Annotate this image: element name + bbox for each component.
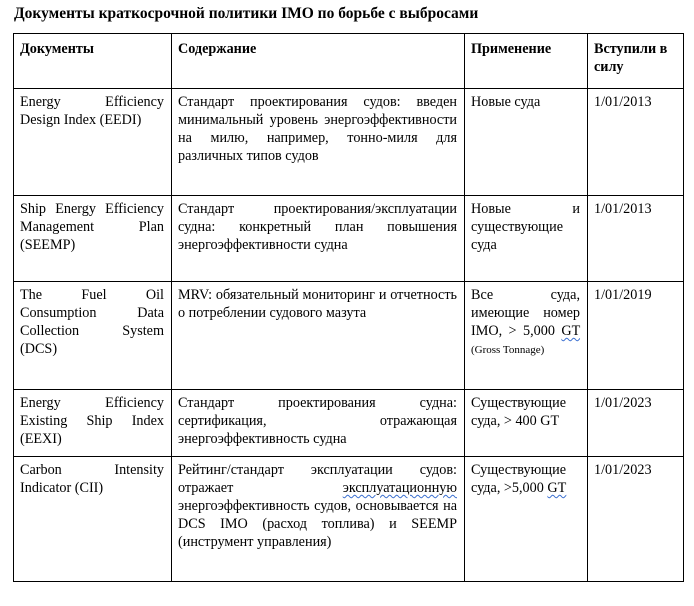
cell-application: Существующие суда, > 400 GT: [465, 390, 588, 457]
cell-application: Новые и существующие суда: [465, 196, 588, 282]
header-content: Содержание: [172, 34, 465, 89]
cell-document: Ship Energy Efficiency Management Plan (SEEMP): [14, 196, 172, 282]
table-row: [14, 196, 684, 282]
content-underlined-word: эксплуатационную: [342, 480, 457, 496]
cell-application: [465, 282, 588, 390]
table-row: [14, 390, 684, 457]
header-documents: Документы: [14, 34, 172, 89]
cell-effective: 1/01/2019: [588, 282, 684, 390]
content-text-after: энергоэффективность судов, основывается на DCS IMO (расход топлива) и SEEMP (инструмент управления): [178, 498, 457, 550]
table-row: [14, 457, 684, 582]
content-text-before: Рейтинг/стандарт эксплуатации судов: отражает: [178, 462, 457, 496]
cell-effective: 1/01/2013: [588, 89, 684, 196]
application-note: (Gross Tonnage): [471, 344, 545, 356]
cell-content: Стандарт проектирования/эксплуатации судна: конкретный план повышения энергоэффективности судна: [172, 196, 465, 282]
table-row: [14, 282, 684, 390]
table-row: [14, 89, 684, 196]
header-application: Применение: [465, 34, 588, 89]
cell-effective: 1/01/2023: [588, 390, 684, 457]
gt-unit: GT: [561, 323, 581, 339]
cell-effective: 1/01/2013: [588, 196, 684, 282]
cell-content: Стандарт проектирования судна: сертификация, отражающая энергоэффективность судна: [172, 390, 465, 457]
cell-application: Новые суда: [465, 89, 588, 196]
table-header-row: [14, 34, 684, 89]
document-title: Документы краткосрочной политики IMO по борьбе с выбросами: [14, 5, 479, 22]
cell-content: MRV: обязательный мониторинг и отчетность о потреблении судового мазута: [172, 282, 465, 390]
header-effective: Вступили в силу: [588, 34, 684, 89]
cell-application: [465, 457, 588, 582]
cell-document: The Fuel Oil Consumption Data Collection System (DCS): [14, 282, 172, 390]
gt-unit: GT: [547, 480, 567, 496]
cell-document: Energy Efficiency Existing Ship Index (EEXI): [14, 390, 172, 457]
imo-policy-table: [13, 33, 684, 582]
cell-content: Стандарт проектирования судов: введен минимальный уровень энергоэффективности на милю, например, тонно-миля для различных типов судов: [172, 89, 465, 196]
cell-document: Energy Efficiency Design Index (EEDI): [14, 89, 172, 196]
application-text: Все суда, имеющие номер IMO, > 5,000: [471, 287, 580, 339]
cell-content: [172, 457, 465, 582]
cell-effective: 1/01/2023: [588, 457, 684, 582]
application-text: Существующие суда, >5,000: [471, 462, 566, 496]
cell-document: Carbon Intensity Indicator (CII): [14, 457, 172, 582]
